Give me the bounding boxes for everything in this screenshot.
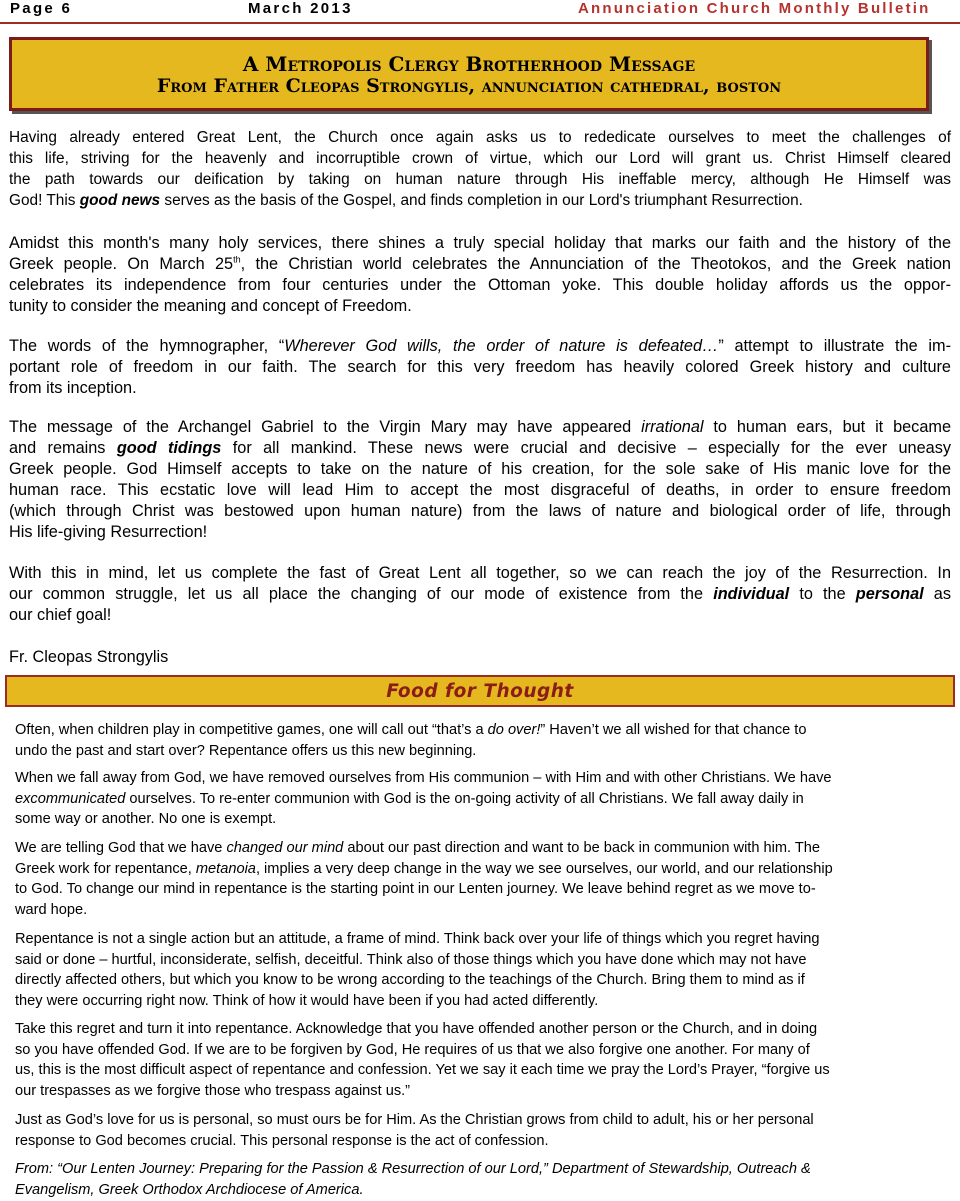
emphasis: do over! <box>487 722 541 738</box>
text-line <box>9 190 951 211</box>
text-run: to the <box>789 585 856 603</box>
emphasis: good tidings <box>116 439 222 457</box>
emphasis: irrational <box>641 418 704 436</box>
text-line: directly affected others, but which you know to be wrong according to the teachings of the Church. Bring them to mind as if <box>15 972 805 988</box>
emphasis: changed our mind <box>226 840 344 856</box>
text-line <box>9 584 951 605</box>
text-line: (which through Christ was bestowed upon human nature) from the laws of nature and biological order of life, through <box>9 502 951 520</box>
text-run: We are telling God that we have <box>15 840 227 856</box>
text-line: our chief goal! <box>9 606 112 624</box>
text-run: Greek people. On March 25 <box>9 255 234 273</box>
text-line <box>15 720 930 741</box>
text-line: portant role of freedom in our faith. The search for this very freedom has heavily colored Greek history and culture <box>9 358 951 376</box>
text-run: for all mankind. These news were crucial and decisive – especially for the ever uneasy <box>221 439 951 457</box>
food-paragraph-3 <box>15 838 930 920</box>
message-paragraph-3 <box>9 336 951 399</box>
text-line: Just as God’s love for us is personal, so must ours be for Him. As the Christian grows from child to adult, his or her personal <box>15 1112 814 1128</box>
text-run: Often, when children play in competitive games, one will call out “that’s a <box>15 722 488 738</box>
text-run: our common struggle, let us all place the changing of our mode of existence from the <box>9 585 714 603</box>
source-citation <box>15 1159 930 1200</box>
text-line: undo the past and start over? Repentance offers us this new beginning. <box>15 742 477 759</box>
article-title: A Metropolis Clergy Brotherhood Message <box>242 52 696 76</box>
text-run: The words of the hymnographer, “ <box>9 337 285 355</box>
page-header <box>0 0 960 24</box>
section-title: Food for Thought <box>386 681 574 702</box>
text-line: Repentance is not a single action but an attitude, a frame of mind. Think back over your life of things which you regret having <box>15 931 820 947</box>
text-run: as <box>923 585 951 603</box>
text-run: about our past direction and want to be back in communion with him. The <box>343 840 821 856</box>
superscript: th <box>233 254 241 265</box>
text-line <box>15 838 930 859</box>
text-line: Evangelism, Greek Orthodox Archdiocese of America. <box>15 1181 364 1198</box>
text-line: Take this regret and turn it into repentance. Acknowledge that you have offended another person or the Church, and in doing <box>15 1021 818 1037</box>
text-line: from its inception. <box>9 379 137 397</box>
text-run: to human ears, but it became <box>703 418 951 436</box>
text-line <box>9 254 951 275</box>
article-subtitle: From Father Cleopas Strongylis, annunciation cathedral, boston <box>156 75 782 97</box>
emphasis: personal <box>855 585 924 603</box>
emphasis: individual <box>713 585 790 603</box>
text-line: ward hope. <box>15 901 88 918</box>
text-run: The message of the Archangel Gabriel to the Virgin Mary may have appeared <box>9 418 642 436</box>
text-line: so you have offended God. If we are to be forgiven by God, He requires of us that we also forgive one another. For many of <box>15 1041 810 1058</box>
message-paragraph-2 <box>9 233 951 317</box>
message-paragraph-4 <box>9 417 951 543</box>
quote: Wherever God wills, the order of nature is defeated… <box>284 337 719 355</box>
emphasis: excommunicated <box>15 790 126 807</box>
text-run: God! This <box>9 192 80 209</box>
food-paragraph-5 <box>15 1019 930 1101</box>
bulletin-title: Annunciation Church Monthly Bulletin <box>578 0 931 17</box>
text-line: From: “Our Lenten Journey: Preparing for the Passion & Resurrection of our Lord,” Department of Stewardship, Outreach & <box>15 1161 811 1177</box>
issue-date: March 2013 <box>248 0 353 17</box>
article-title-box <box>9 37 929 111</box>
text-line: human race. This ecstatic love will lead Him to accept the most disgraceful of deaths, in order to ensure freedom <box>9 481 951 499</box>
text-line: tunity to consider the meaning and concept of Freedom. <box>9 297 412 315</box>
text-line: our trespasses as we forgive those who trespass against us.” <box>15 1082 411 1099</box>
text-run: and remains <box>9 439 117 457</box>
text-run: ” attempt to illustrate the im- <box>718 337 951 355</box>
text-line: His life-giving Resurrection! <box>9 523 208 541</box>
page-number: Page 6 <box>10 0 73 17</box>
message-paragraph-5 <box>9 563 951 626</box>
text-line: this life, striving for the heavenly and incorruptible crown of virtue, which our Lord will grant us. Christ Himself cleared <box>9 150 951 167</box>
text-line: celebrates its independence from four centuries under the Ottoman yoke. This double holiday affords us the oppor- <box>9 276 951 294</box>
emphasis: metanoia <box>195 860 256 877</box>
text-line: Greek people. God Himself accepts to take on the nature of his creation, for the sole sake of His manic love for the <box>9 460 951 478</box>
text-line <box>9 438 951 459</box>
text-line: With this in mind, let us complete the fast of Great Lent all together, so we can reach the joy of the Resurrection. In <box>9 564 951 582</box>
text-line: response to God becomes crucial. This personal response is the act of confession. <box>15 1132 549 1149</box>
emphasis: good news <box>79 192 161 209</box>
text-line: Amidst this month's many holy services, there shines a truly special holiday that marks our faith and the history of the <box>9 234 951 252</box>
text-line: the path towards our deification by taking on human nature through His ineffable mercy, although He Himself was <box>9 171 951 188</box>
text-run: ” Haven’t we all wished for that chance to <box>540 722 807 738</box>
text-run: ourselves. To re-enter communion with God is the on-going activity of all Christians. We fall away daily in <box>125 790 804 807</box>
text-line <box>9 336 951 357</box>
text-run: Greek work for repentance, <box>15 860 196 877</box>
text-line <box>15 859 930 880</box>
text-line: us, this is the most difficult aspect of repentance and confession. Yet we say it each time we pray the Lord’s Prayer, “forgive us <box>15 1062 830 1078</box>
text-line: to God. To change our mind in repentance is the starting point in our Lenten journey. We leave behind regret as we move to- <box>15 881 816 897</box>
food-paragraph-4 <box>15 929 930 1011</box>
food-paragraph-6 <box>15 1110 930 1151</box>
food-paragraph-2 <box>15 768 930 830</box>
signature: Fr. Cleopas Strongylis <box>9 648 169 666</box>
text-run: , implies a very deep change in the way we see ourselves, our world, and our relationship <box>255 860 833 877</box>
text-line: Having already entered Great Lent, the Church once again asks us to rededicate ourselves to meet the challenges of <box>9 129 951 146</box>
text-line <box>9 417 951 438</box>
text-line: some way or another. No one is exempt. <box>15 811 277 827</box>
food-paragraph-1 <box>15 720 930 761</box>
text-line: When we fall away from God, we have removed ourselves from His communion – with Him and with other Christians. We have <box>15 770 832 786</box>
text-line <box>15 789 930 810</box>
text-line: said or done – hurtful, inconsiderate, selfish, deceitful. Think also of those things which you have done which may not have <box>15 951 807 968</box>
text-run: serves as the basis of the Gospel, and finds completion in our Lord's triumphant Resurrection. <box>160 192 803 209</box>
text-run: , the Christian world celebrates the Annunciation of the Theotokos, and the Greek nation <box>240 255 951 273</box>
text-line: they were occurring right now. Think of how it would have been if you had acted differently. <box>15 992 599 1009</box>
message-paragraph-1 <box>9 127 951 211</box>
